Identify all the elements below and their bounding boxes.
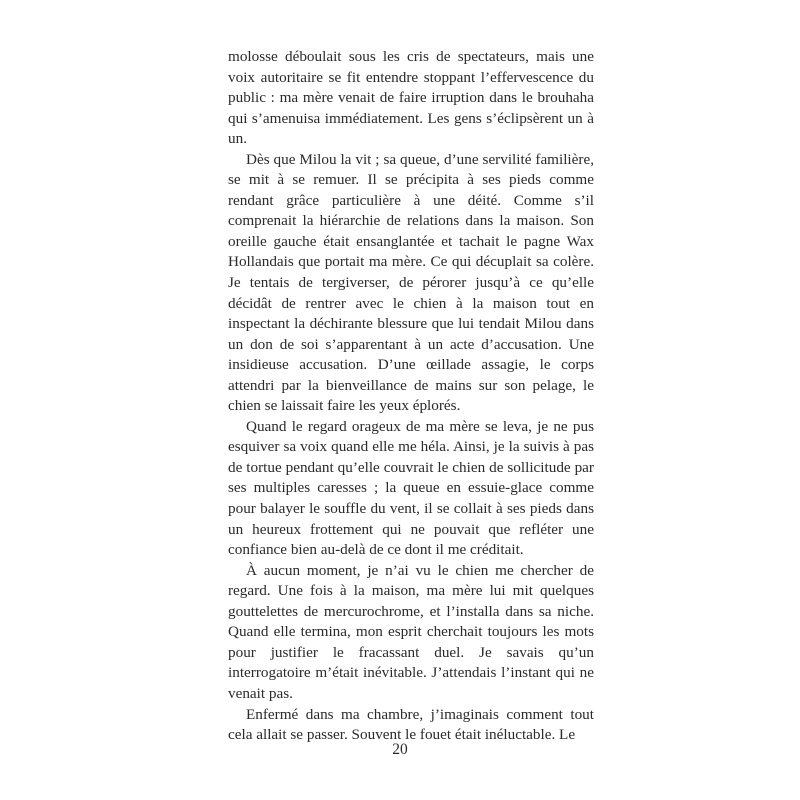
body-text <box>228 47 594 746</box>
page-number: 20 <box>392 741 408 758</box>
paragraph-3: Quand le regard orageux de ma mère se leva, je ne pus esquiver sa voix quand elle me héla. Ainsi, je la suivis à pas de tortue pendant qu’elle couvrait le chien de sollicitude par ses multiples caresses ; la queue en essuie-glace comme pour balayer le souffle du vent, il se collait à ses pieds dans un heureux frottement qui ne pouvait que refléter une confiance bien au-delà de ce dont il me créditait. <box>228 417 594 559</box>
paragraph-1: molosse déboulait sous les cris de spectateurs, mais une voix autoritaire se fit entendre stoppant l’effervescence du public : ma mère venait de faire irruption dans le brouhaha qui s’amenuisa immédiatement. Les gens s’éclipsèrent un à un. <box>228 48 594 148</box>
paragraph-2: Dès que Milou la vit ; sa queue, d’une servilité familière, se mit à se remuer. Il se précipita à ses pieds comme rendant grâce particulière à une déité. Comme s’il comprenait la hiérarchie de relations dans la maison. Son oreille gauche était ensanglantée et tachait le pagne Wax Hollandais que portait ma mère. Ce qui décuplait sa colère. Je tentais de tergiverser, de pérorer jusqu’à ce qu’elle décidât de rentrer avec le chien à la maison tout en inspectant la déchirante blessure que lui tendait Milou dans un don de soi s’apparentant à un acte d’accusation. Une insidieuse accusation. D’une œillade assagie, le corps attendri par la bienveillance de mains sur son pelage, le chien se laissait faire les yeux éplorés. <box>228 150 594 415</box>
paragraph-5: Enfermé dans ma chambre, j’imaginais comment tout cela allait se passer. Souvent le fouet était inéluctable. Le <box>228 705 594 744</box>
paragraph-4: À aucun moment, je n’ai vu le chien me chercher de regard. Une fois à la maison, ma mère lui mit quelques gouttelettes de mercurochrome, et l’installa dans sa niche. Quand elle termina, mon esprit cherchait toujours les mots pour justifier le fracassant duel. Je savais qu’un interrogatoire m’était inévitable. J’attendais l’instant qui ne venait pas. <box>228 561 594 702</box>
